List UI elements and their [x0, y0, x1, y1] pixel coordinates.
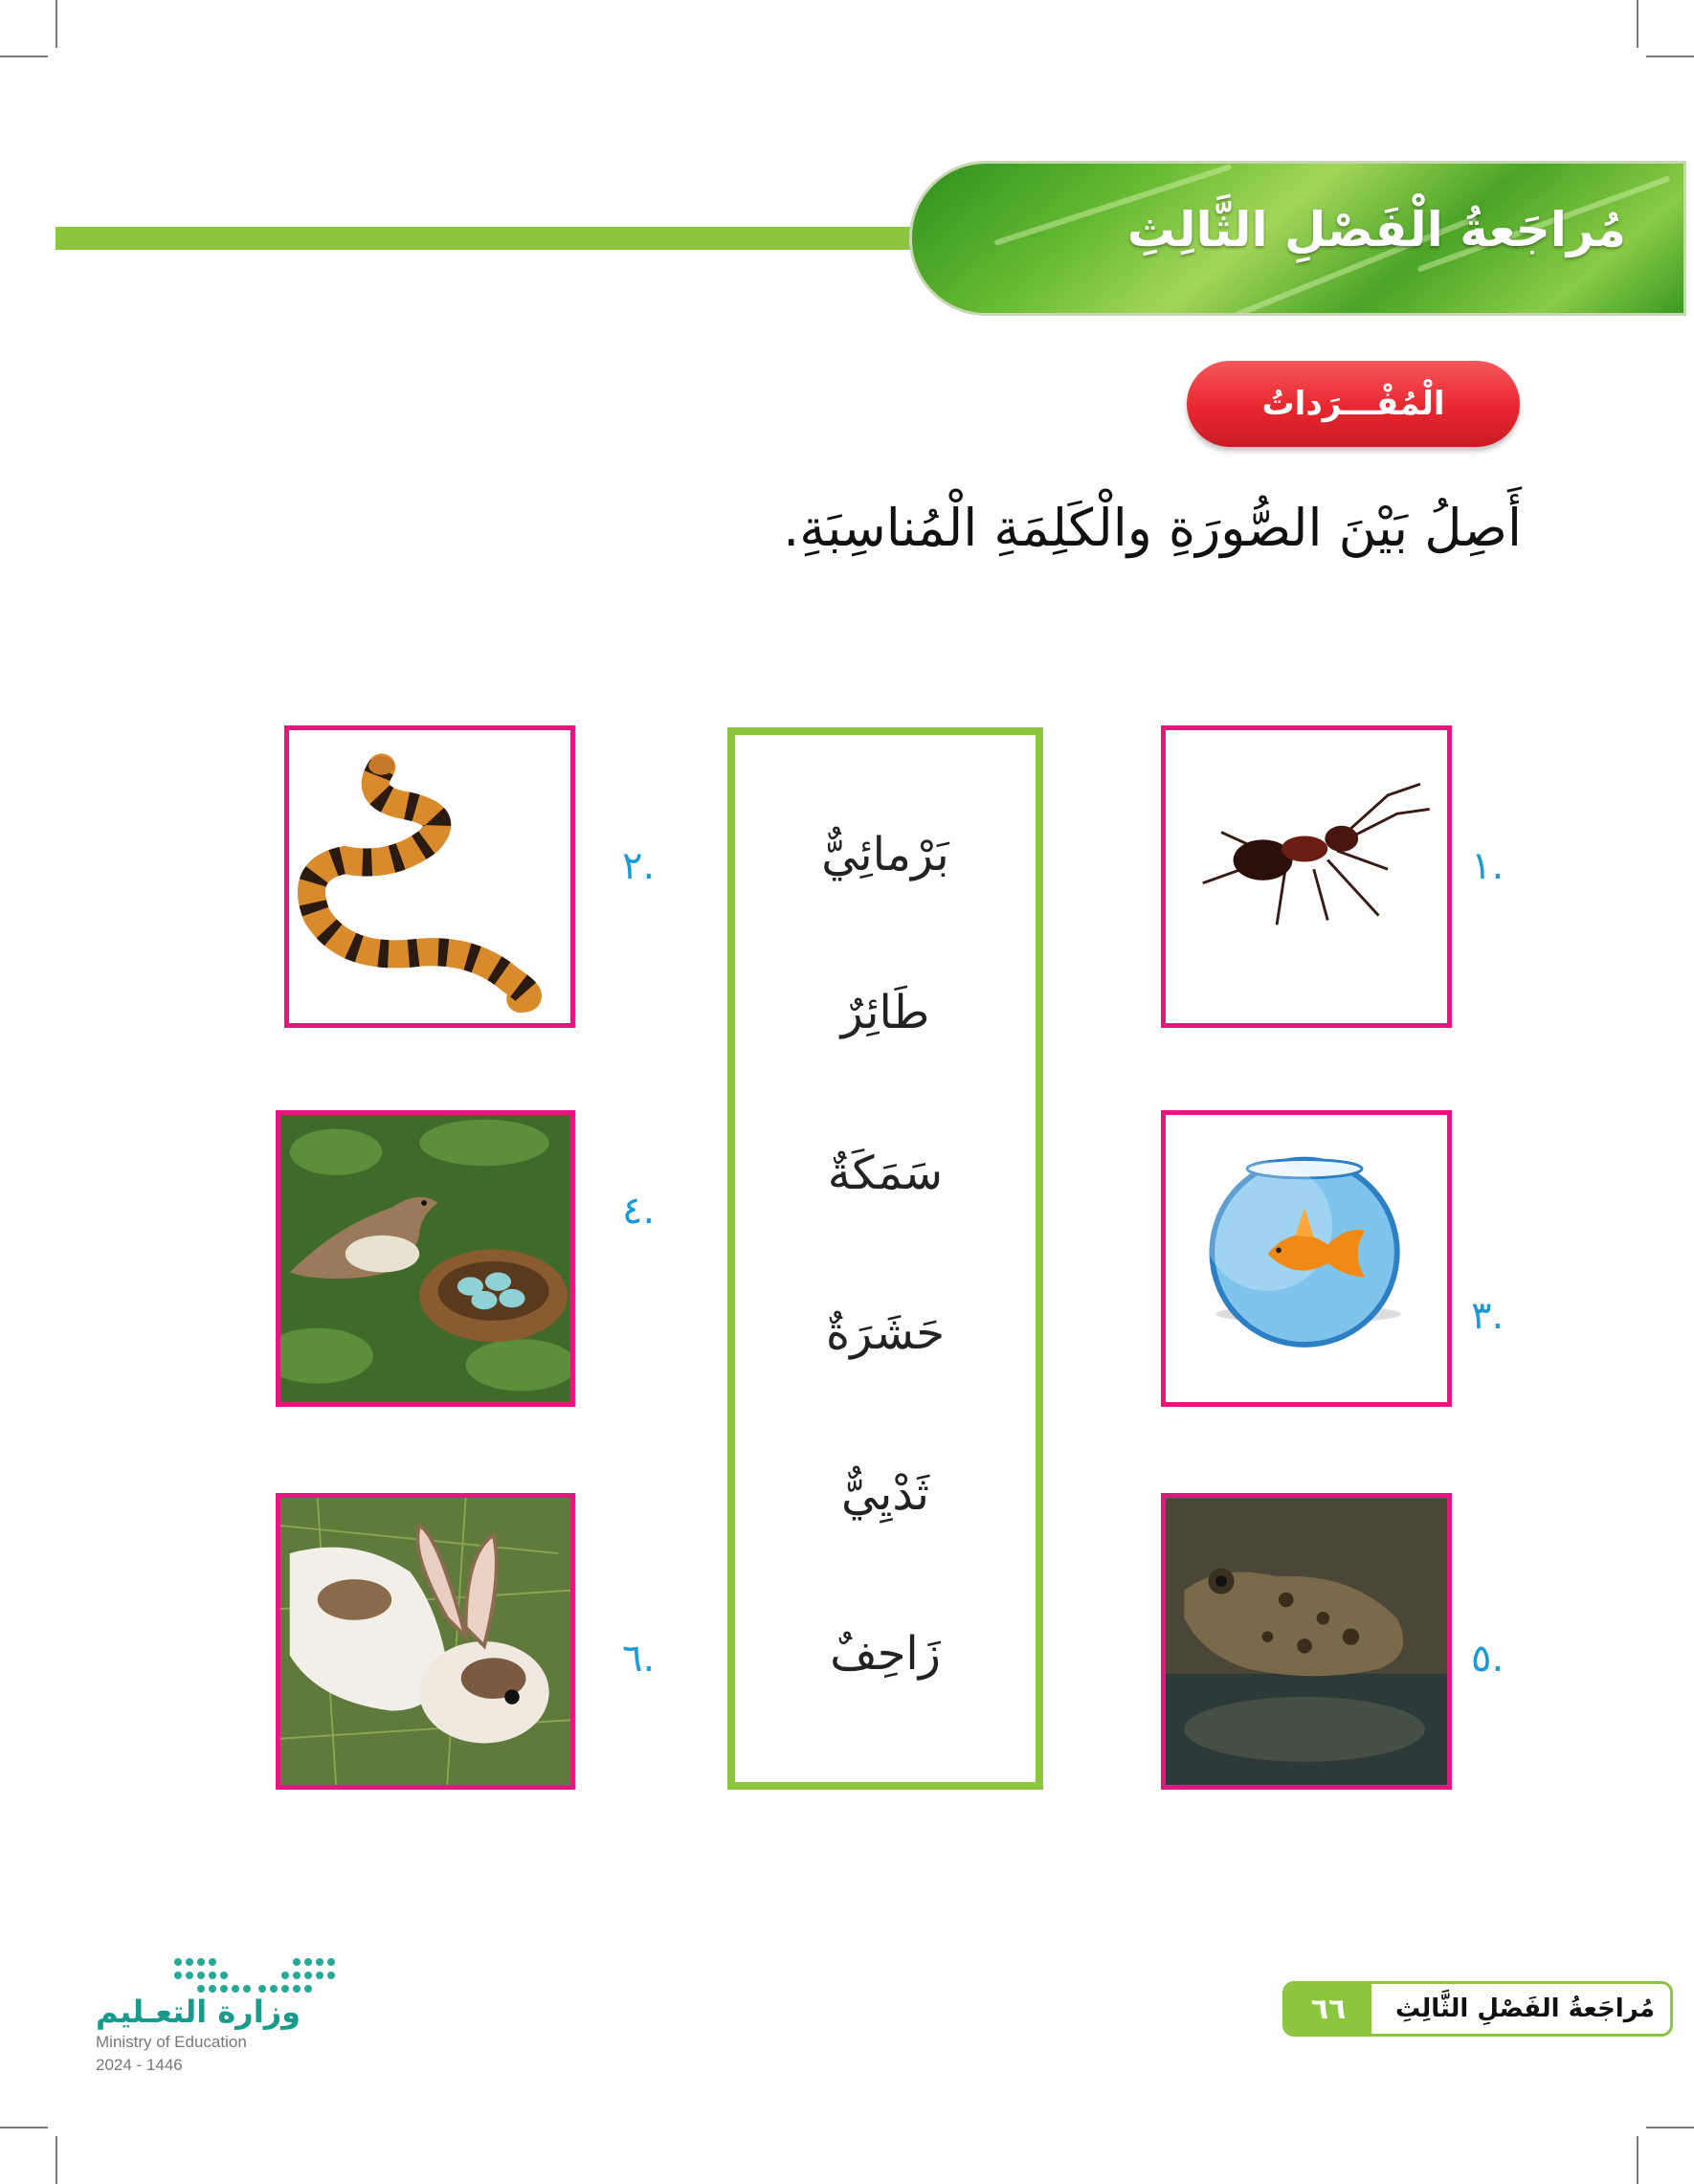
crop-mark [1646, 56, 1694, 57]
snake-photo [284, 725, 575, 1028]
word-bird[interactable]: طَائِرٌ [840, 986, 930, 1039]
ant-photo [1161, 725, 1452, 1028]
word-fish[interactable]: سَمَكَةٌ [827, 1147, 944, 1200]
word-insect[interactable]: حَشَرَةٌ [825, 1306, 946, 1360]
bird-nest-photo [276, 1110, 575, 1407]
word-reptile[interactable]: زَاحِفٌ [830, 1627, 941, 1681]
ministry-year: 2024 - 1446 [96, 2056, 183, 2074]
crop-mark [1637, 2136, 1638, 2184]
item-number-6: .٦ [622, 1637, 656, 1681]
word-bank [727, 727, 1043, 1790]
word-amphibian[interactable]: بَرْمائِيٌّ [821, 828, 949, 881]
vocabulary-label: الْمُفْـــرَداتُ [1261, 385, 1445, 423]
ministry-name-ar: وزارة التعـليم [96, 1994, 301, 2030]
frog-photo [1161, 1493, 1452, 1790]
crop-mark [0, 2127, 48, 2128]
item-number-2: .٢ [622, 844, 656, 888]
word-mammal[interactable]: ثَدْيِيٌّ [841, 1467, 929, 1521]
ministry-name-en: Ministry of Education [96, 2033, 247, 2051]
header-rule [56, 227, 946, 250]
crop-mark [56, 0, 57, 48]
instruction-text: أَصِلُ بَيْنَ الصُّورَةِ والْكَلِمَةِ الْمُناسِبَةِ. [783, 498, 1522, 558]
rabbit-photo [276, 1493, 575, 1790]
page-footer [1282, 1981, 1673, 2037]
item-number-1: .١ [1471, 844, 1505, 888]
vocabulary-badge [1187, 361, 1520, 447]
page-number: ٦٦ [1285, 1984, 1371, 2034]
item-number-4: .٤ [622, 1189, 656, 1233]
goldfish-bowl-photo [1161, 1110, 1452, 1407]
chapter-review-title: مُراجَعةُ الْفَصْلِ الثَّالِثِ [1126, 202, 1626, 257]
item-number-5: .٥ [1471, 1637, 1505, 1681]
crop-mark [1646, 2127, 1694, 2128]
crop-mark [1637, 0, 1638, 48]
crop-mark [56, 2136, 57, 2184]
ministry-logo-icon [172, 1954, 340, 1995]
crop-mark [0, 56, 48, 57]
header-banner [909, 161, 1686, 316]
item-number-3: .٣ [1471, 1294, 1505, 1338]
footer-title: مُراجَعةُ الفَصْلِ الثَّالِثِ [1394, 1995, 1655, 2023]
